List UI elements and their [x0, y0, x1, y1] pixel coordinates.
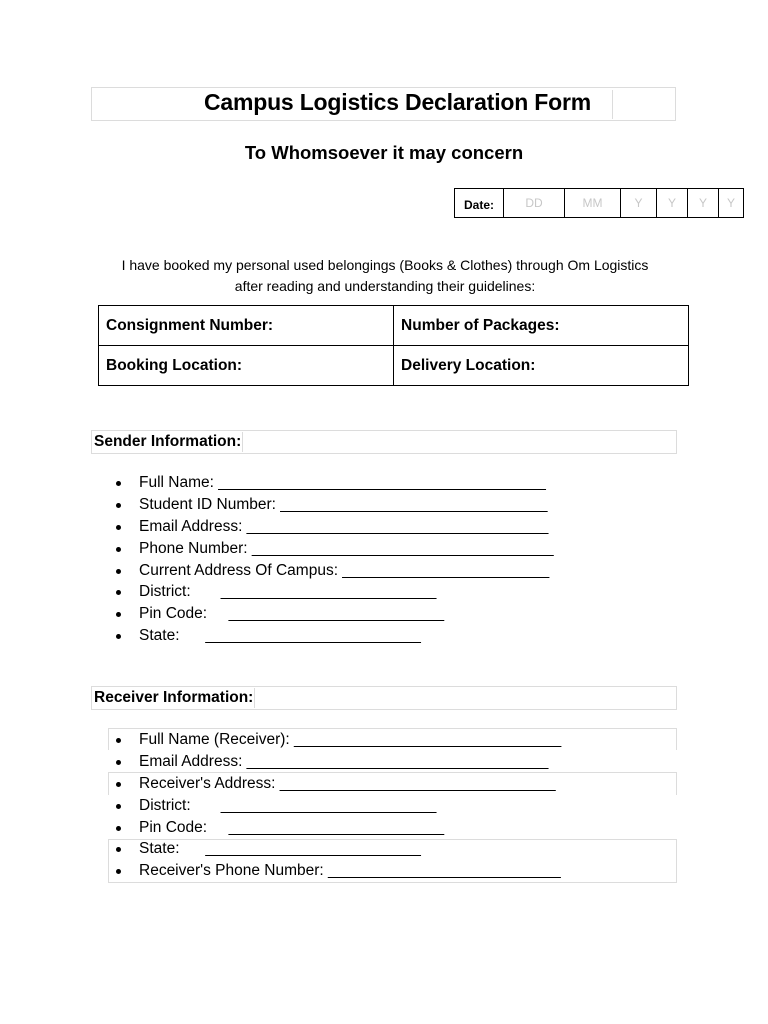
list-item[interactable]	[108, 603, 554, 625]
receiver-state-field[interactable]: State: _________________________	[139, 840, 421, 858]
bullet-icon	[116, 634, 121, 639]
sender-heading: Sender Information:	[94, 433, 242, 450]
receiver-address-field[interactable]: Receiver's Address: ________________________________	[139, 774, 556, 792]
sender-district-field[interactable]: District: _________________________	[139, 583, 437, 601]
receiver-field-list	[108, 729, 561, 882]
shipment-table	[98, 305, 689, 386]
form-subtitle: To Whomsoever it may concern	[244, 142, 524, 163]
receiver-full-name-field[interactable]: Full Name (Receiver): _______________________________	[139, 731, 562, 748]
bullet-icon	[116, 547, 121, 552]
bullet-icon	[116, 590, 121, 595]
receiver-heading: Receiver Information:	[94, 689, 254, 706]
receiver-pin-code-field[interactable]: Pin Code: _________________________	[139, 818, 445, 836]
booking-location-cell[interactable]: Booking Location:	[99, 346, 394, 386]
form-title: Campus Logistics Declaration Form	[203, 89, 592, 115]
receiver-heading-box	[91, 686, 677, 710]
intro-text	[80, 255, 690, 297]
bullet-icon	[116, 760, 121, 765]
date-label: Date:	[455, 189, 504, 218]
list-item[interactable]	[108, 729, 561, 751]
list-item[interactable]	[108, 472, 554, 494]
bullet-icon	[116, 826, 121, 831]
intro-line-1: I have booked my personal used belongings (Books & Clothes) through Om Logistics	[121, 257, 649, 273]
list-item[interactable]	[108, 751, 561, 773]
sender-heading-box	[91, 430, 677, 454]
list-item[interactable]	[108, 516, 554, 538]
sender-field-list	[108, 472, 554, 647]
bullet-icon	[116, 738, 121, 743]
bullet-icon	[116, 847, 121, 852]
list-item[interactable]	[108, 581, 554, 603]
sender-student-id-field[interactable]: Student ID Number: _______________________________	[139, 495, 548, 513]
bullet-icon	[116, 869, 121, 874]
bullet-icon	[116, 503, 121, 508]
date-year-digit-4[interactable]: Y	[719, 189, 744, 218]
delivery-location-cell[interactable]: Delivery Location:	[394, 346, 689, 386]
date-year-digit-1[interactable]: Y	[621, 189, 657, 218]
list-item[interactable]	[108, 494, 554, 516]
date-year-digit-2[interactable]: Y	[657, 189, 688, 218]
list-item[interactable]	[108, 817, 561, 839]
receiver-district-field[interactable]: District: _________________________	[139, 796, 437, 814]
bullet-icon	[116, 782, 121, 787]
list-item[interactable]	[108, 625, 554, 647]
list-item[interactable]	[108, 795, 561, 817]
sender-email-field[interactable]: Email Address: ___________________________________	[139, 517, 549, 535]
bullet-icon	[116, 525, 121, 530]
date-year-digit-3[interactable]: Y	[688, 189, 719, 218]
sender-phone-field[interactable]: Phone Number: ___________________________________	[139, 539, 554, 557]
date-day-field[interactable]: DD	[504, 189, 565, 218]
sender-pin-code-field[interactable]: Pin Code: _________________________	[139, 605, 445, 623]
intro-line-2: after reading and understanding their guidelines:	[234, 278, 536, 294]
sender-state-field[interactable]: State: _________________________	[139, 627, 421, 645]
list-item[interactable]	[108, 860, 561, 882]
number-of-packages-cell[interactable]: Number of Packages:	[394, 306, 689, 346]
sender-full-name-field[interactable]: Full Name: ______________________________________	[139, 474, 546, 491]
list-item[interactable]	[108, 560, 554, 582]
consignment-number-cell[interactable]: Consignment Number:	[99, 306, 394, 346]
receiver-phone-field[interactable]: Receiver's Phone Number: ___________________________	[139, 862, 561, 880]
date-field	[454, 188, 744, 218]
list-item[interactable]	[108, 773, 561, 795]
list-item[interactable]	[108, 838, 561, 860]
list-item[interactable]	[108, 538, 554, 560]
bullet-icon	[116, 804, 121, 809]
bullet-icon	[116, 612, 121, 617]
sender-campus-address-field[interactable]: Current Address Of Campus: ________________________	[139, 561, 550, 579]
date-month-field[interactable]: MM	[565, 189, 621, 218]
bullet-icon	[116, 481, 121, 486]
bullet-icon	[116, 569, 121, 574]
receiver-email-field[interactable]: Email Address: ___________________________________	[139, 752, 549, 770]
